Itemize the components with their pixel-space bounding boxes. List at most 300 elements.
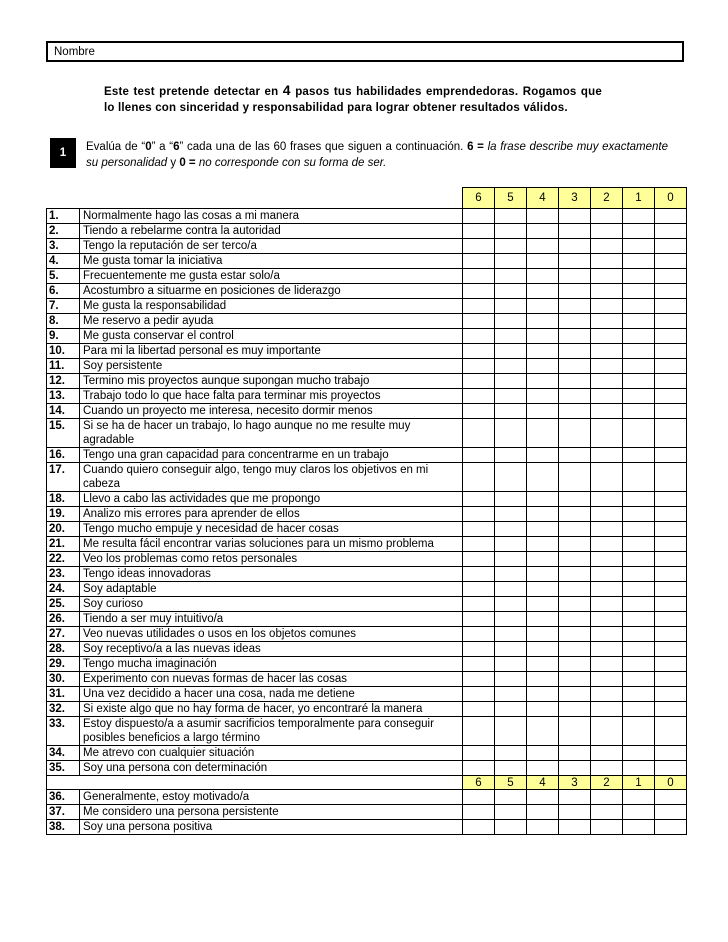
rating-cell-3[interactable]: [559, 537, 591, 552]
rating-cell-1[interactable]: [623, 687, 655, 702]
rating-cell-3[interactable]: [559, 642, 591, 657]
rating-cell-0[interactable]: [655, 805, 687, 820]
rating-cell-5[interactable]: [495, 374, 527, 389]
question-row: [47, 746, 687, 761]
rating-cell-6[interactable]: [463, 702, 495, 717]
rating-cell-6[interactable]: [463, 805, 495, 820]
rating-cell-3[interactable]: [559, 239, 591, 254]
rating-cell-2[interactable]: [591, 702, 623, 717]
rating-cell-6[interactable]: [463, 567, 495, 582]
rating-cell-1[interactable]: [623, 329, 655, 344]
rating-cell-0[interactable]: [655, 702, 687, 717]
rating-cell-4[interactable]: [527, 492, 559, 507]
rating-cell-3[interactable]: [559, 761, 591, 776]
header-spacer: [47, 776, 463, 790]
rating-cell-3[interactable]: [559, 717, 591, 746]
rating-cell-3[interactable]: [559, 746, 591, 761]
rating-cell-3[interactable]: [559, 209, 591, 224]
rating-cell-2[interactable]: [591, 522, 623, 537]
rating-cell-1[interactable]: [623, 537, 655, 552]
scale-label: 2: [591, 776, 623, 790]
rating-cell-3[interactable]: [559, 463, 591, 492]
rating-cell-5[interactable]: [495, 522, 527, 537]
rating-cell-0[interactable]: [655, 687, 687, 702]
rating-cell-0[interactable]: [655, 627, 687, 642]
rating-cell-2[interactable]: [591, 717, 623, 746]
rating-cell-1[interactable]: [623, 359, 655, 374]
scale-label: 6: [463, 776, 495, 790]
rating-cell-2[interactable]: [591, 820, 623, 835]
rating-cell-1[interactable]: [623, 507, 655, 522]
rating-cell-1[interactable]: [623, 597, 655, 612]
rating-cell-6[interactable]: [463, 761, 495, 776]
rating-cell-2[interactable]: [591, 209, 623, 224]
rating-cell-6[interactable]: [463, 492, 495, 507]
rating-cell-2[interactable]: [591, 329, 623, 344]
rating-cell-0[interactable]: [655, 344, 687, 359]
rating-cell-0[interactable]: [655, 329, 687, 344]
rating-cell-4[interactable]: [527, 820, 559, 835]
rating-cell-0[interactable]: [655, 209, 687, 224]
rating-cell-4[interactable]: [527, 790, 559, 805]
rating-cell-5[interactable]: [495, 642, 527, 657]
rating-cell-5[interactable]: [495, 746, 527, 761]
rating-cell-0[interactable]: [655, 419, 687, 448]
rating-cell-2[interactable]: [591, 507, 623, 522]
rating-cell-3[interactable]: [559, 224, 591, 239]
rating-cell-6[interactable]: [463, 299, 495, 314]
question-text: Me atrevo con cualquier situación: [80, 746, 463, 761]
rating-cell-2[interactable]: [591, 254, 623, 269]
rating-cell-6[interactable]: [463, 672, 495, 687]
rating-cell-0[interactable]: [655, 507, 687, 522]
rating-cell-5[interactable]: [495, 761, 527, 776]
rating-cell-5[interactable]: [495, 790, 527, 805]
rating-cell-2[interactable]: [591, 567, 623, 582]
rating-cell-3[interactable]: [559, 702, 591, 717]
rating-cell-6[interactable]: [463, 552, 495, 567]
rating-cell-3[interactable]: [559, 820, 591, 835]
rating-cell-4[interactable]: [527, 448, 559, 463]
rating-cell-2[interactable]: [591, 284, 623, 299]
rating-cell-4[interactable]: [527, 329, 559, 344]
rating-cell-5[interactable]: [495, 314, 527, 329]
question-row: [47, 448, 687, 463]
rating-cell-5[interactable]: [495, 627, 527, 642]
rating-cell-6[interactable]: [463, 612, 495, 627]
rating-cell-1[interactable]: [623, 717, 655, 746]
rating-cell-2[interactable]: [591, 239, 623, 254]
rating-cell-5[interactable]: [495, 419, 527, 448]
question-number: 38.: [47, 820, 80, 835]
rating-cell-1[interactable]: [623, 269, 655, 284]
rating-cell-6[interactable]: [463, 239, 495, 254]
rating-cell-2[interactable]: [591, 552, 623, 567]
rating-cell-4[interactable]: [527, 522, 559, 537]
rating-cell-3[interactable]: [559, 627, 591, 642]
rating-cell-4[interactable]: [527, 269, 559, 284]
rating-cell-6[interactable]: [463, 389, 495, 404]
rating-cell-0[interactable]: [655, 552, 687, 567]
question-number: 13.: [47, 389, 80, 404]
question-row: [47, 209, 687, 224]
rating-cell-0[interactable]: [655, 642, 687, 657]
rating-cell-3[interactable]: [559, 284, 591, 299]
rating-cell-6[interactable]: [463, 597, 495, 612]
rating-cell-0[interactable]: [655, 582, 687, 597]
rating-cell-4[interactable]: [527, 552, 559, 567]
rating-cell-3[interactable]: [559, 612, 591, 627]
rating-cell-5[interactable]: [495, 552, 527, 567]
rating-cell-3[interactable]: [559, 314, 591, 329]
rating-cell-4[interactable]: [527, 627, 559, 642]
rating-cell-6[interactable]: [463, 448, 495, 463]
rating-cell-6[interactable]: [463, 419, 495, 448]
rating-cell-1[interactable]: [623, 761, 655, 776]
rating-cell-4[interactable]: [527, 254, 559, 269]
question-number: 31.: [47, 687, 80, 702]
rating-cell-0[interactable]: [655, 463, 687, 492]
rating-cell-6[interactable]: [463, 820, 495, 835]
question-row: [47, 627, 687, 642]
rating-cell-0[interactable]: [655, 567, 687, 582]
rating-cell-1[interactable]: [623, 463, 655, 492]
rating-cell-3[interactable]: [559, 329, 591, 344]
rating-cell-2[interactable]: [591, 448, 623, 463]
rating-cell-4[interactable]: [527, 359, 559, 374]
question-row: [47, 567, 687, 582]
rating-cell-5[interactable]: [495, 820, 527, 835]
rating-cell-6[interactable]: [463, 687, 495, 702]
rating-cell-4[interactable]: [527, 507, 559, 522]
rating-cell-4[interactable]: [527, 687, 559, 702]
rating-cell-2[interactable]: [591, 687, 623, 702]
rating-cell-1[interactable]: [623, 805, 655, 820]
question-row: [47, 239, 687, 254]
question-text: Me resulta fácil encontrar varias soluciones para un mismo problema: [80, 537, 463, 552]
rating-cell-0[interactable]: [655, 717, 687, 746]
scale-header-row: [47, 776, 687, 790]
rating-cell-1[interactable]: [623, 790, 655, 805]
rating-cell-2[interactable]: [591, 761, 623, 776]
rating-cell-5[interactable]: [495, 702, 527, 717]
rating-cell-4[interactable]: [527, 374, 559, 389]
rating-cell-2[interactable]: [591, 299, 623, 314]
rating-cell-2[interactable]: [591, 314, 623, 329]
rating-cell-6[interactable]: [463, 642, 495, 657]
rating-cell-2[interactable]: [591, 463, 623, 492]
rating-cell-5[interactable]: [495, 284, 527, 299]
rating-cell-1[interactable]: [623, 612, 655, 627]
rating-cell-5[interactable]: [495, 463, 527, 492]
rating-cell-1[interactable]: [623, 209, 655, 224]
rating-cell-2[interactable]: [591, 224, 623, 239]
rating-cell-4[interactable]: [527, 642, 559, 657]
question-number: 4.: [47, 254, 80, 269]
rating-cell-1[interactable]: [623, 389, 655, 404]
rating-cell-3[interactable]: [559, 552, 591, 567]
rating-cell-6[interactable]: [463, 537, 495, 552]
rating-cell-6[interactable]: [463, 582, 495, 597]
rating-cell-6[interactable]: [463, 627, 495, 642]
rating-cell-3[interactable]: [559, 404, 591, 419]
question-row: [47, 537, 687, 552]
rating-cell-3[interactable]: [559, 805, 591, 820]
rating-cell-3[interactable]: [559, 374, 591, 389]
rating-cell-6[interactable]: [463, 359, 495, 374]
rating-cell-5[interactable]: [495, 344, 527, 359]
rating-cell-5[interactable]: [495, 404, 527, 419]
rating-cell-2[interactable]: [591, 389, 623, 404]
rating-cell-2[interactable]: [591, 746, 623, 761]
scale-label: 0: [655, 188, 687, 209]
rating-cell-1[interactable]: [623, 657, 655, 672]
rating-cell-2[interactable]: [591, 582, 623, 597]
rating-cell-3[interactable]: [559, 597, 591, 612]
rating-cell-4[interactable]: [527, 404, 559, 419]
rating-cell-6[interactable]: [463, 717, 495, 746]
rating-cell-1[interactable]: [623, 746, 655, 761]
rating-cell-0[interactable]: [655, 269, 687, 284]
rating-cell-2[interactable]: [591, 627, 623, 642]
rating-cell-1[interactable]: [623, 404, 655, 419]
rating-cell-0[interactable]: [655, 612, 687, 627]
rating-cell-2[interactable]: [591, 344, 623, 359]
rating-cell-1[interactable]: [623, 448, 655, 463]
rating-cell-4[interactable]: [527, 746, 559, 761]
rating-cell-2[interactable]: [591, 790, 623, 805]
rating-cell-3[interactable]: [559, 448, 591, 463]
rating-cell-1[interactable]: [623, 492, 655, 507]
rating-cell-5[interactable]: [495, 507, 527, 522]
rating-cell-4[interactable]: [527, 239, 559, 254]
rating-cell-5[interactable]: [495, 269, 527, 284]
rating-cell-6[interactable]: [463, 657, 495, 672]
question-row: [47, 761, 687, 776]
question-row: [47, 672, 687, 687]
rating-cell-0[interactable]: [655, 284, 687, 299]
rating-cell-0[interactable]: [655, 359, 687, 374]
rating-cell-4[interactable]: [527, 702, 559, 717]
rating-cell-0[interactable]: [655, 761, 687, 776]
rating-cell-4[interactable]: [527, 657, 559, 672]
rating-cell-6[interactable]: [463, 463, 495, 492]
rating-cell-5[interactable]: [495, 805, 527, 820]
rating-cell-5[interactable]: [495, 492, 527, 507]
rating-cell-2[interactable]: [591, 672, 623, 687]
rating-cell-6[interactable]: [463, 209, 495, 224]
rating-cell-2[interactable]: [591, 537, 623, 552]
rating-cell-5[interactable]: [495, 597, 527, 612]
rating-cell-0[interactable]: [655, 492, 687, 507]
rating-cell-3[interactable]: [559, 657, 591, 672]
rating-cell-3[interactable]: [559, 522, 591, 537]
rating-cell-5[interactable]: [495, 687, 527, 702]
rating-cell-3[interactable]: [559, 254, 591, 269]
rating-cell-5[interactable]: [495, 612, 527, 627]
rating-cell-2[interactable]: [591, 374, 623, 389]
rating-cell-4[interactable]: [527, 224, 559, 239]
rating-cell-5[interactable]: [495, 239, 527, 254]
rating-cell-5[interactable]: [495, 389, 527, 404]
rating-cell-4[interactable]: [527, 582, 559, 597]
rating-cell-4[interactable]: [527, 612, 559, 627]
rating-cell-1[interactable]: [623, 702, 655, 717]
rating-cell-2[interactable]: [591, 492, 623, 507]
rating-cell-2[interactable]: [591, 419, 623, 448]
question-row: [47, 717, 687, 746]
rating-cell-3[interactable]: [559, 582, 591, 597]
rating-cell-0[interactable]: [655, 522, 687, 537]
rating-cell-5[interactable]: [495, 537, 527, 552]
rating-cell-4[interactable]: [527, 299, 559, 314]
rating-cell-0[interactable]: [655, 820, 687, 835]
rating-cell-0[interactable]: [655, 404, 687, 419]
question-row: [47, 702, 687, 717]
rating-cell-3[interactable]: [559, 359, 591, 374]
rating-cell-4[interactable]: [527, 537, 559, 552]
rating-cell-5[interactable]: [495, 717, 527, 746]
rating-cell-5[interactable]: [495, 448, 527, 463]
rating-cell-4[interactable]: [527, 463, 559, 492]
rating-cell-5[interactable]: [495, 582, 527, 597]
rating-cell-3[interactable]: [559, 389, 591, 404]
rating-cell-2[interactable]: [591, 359, 623, 374]
rating-cell-5[interactable]: [495, 567, 527, 582]
rating-cell-1[interactable]: [623, 374, 655, 389]
rating-cell-4[interactable]: [527, 567, 559, 582]
rating-cell-5[interactable]: [495, 672, 527, 687]
rating-cell-6[interactable]: [463, 224, 495, 239]
rating-cell-0[interactable]: [655, 790, 687, 805]
rating-cell-3[interactable]: [559, 344, 591, 359]
rating-cell-3[interactable]: [559, 492, 591, 507]
rating-cell-0[interactable]: [655, 224, 687, 239]
rating-cell-1[interactable]: [623, 642, 655, 657]
rating-cell-0[interactable]: [655, 597, 687, 612]
rating-cell-3[interactable]: [559, 790, 591, 805]
rating-cell-5[interactable]: [495, 329, 527, 344]
rating-cell-1[interactable]: [623, 672, 655, 687]
rating-cell-6[interactable]: [463, 404, 495, 419]
rating-cell-2[interactable]: [591, 642, 623, 657]
rating-cell-4[interactable]: [527, 597, 559, 612]
rating-cell-2[interactable]: [591, 805, 623, 820]
rating-cell-6[interactable]: [463, 746, 495, 761]
question-text: Si existe algo que no hay forma de hacer, yo encontraré la manera: [80, 702, 463, 717]
rating-cell-5[interactable]: [495, 209, 527, 224]
rating-cell-6[interactable]: [463, 790, 495, 805]
rating-cell-0[interactable]: [655, 299, 687, 314]
rating-cell-5[interactable]: [495, 359, 527, 374]
rating-cell-0[interactable]: [655, 746, 687, 761]
rating-cell-1[interactable]: [623, 567, 655, 582]
rating-cell-4[interactable]: [527, 209, 559, 224]
rating-cell-6[interactable]: [463, 507, 495, 522]
rating-cell-2[interactable]: [591, 269, 623, 284]
rating-cell-2[interactable]: [591, 404, 623, 419]
rating-cell-1[interactable]: [623, 344, 655, 359]
question-row: [47, 522, 687, 537]
rating-cell-3[interactable]: [559, 672, 591, 687]
rating-cell-0[interactable]: [655, 448, 687, 463]
rating-cell-6[interactable]: [463, 284, 495, 299]
rating-cell-6[interactable]: [463, 254, 495, 269]
rating-cell-3[interactable]: [559, 687, 591, 702]
rating-cell-6[interactable]: [463, 344, 495, 359]
rating-cell-1[interactable]: [623, 314, 655, 329]
rating-cell-4[interactable]: [527, 389, 559, 404]
rating-cell-5[interactable]: [495, 254, 527, 269]
rating-cell-1[interactable]: [623, 419, 655, 448]
rating-cell-6[interactable]: [463, 329, 495, 344]
rating-cell-4[interactable]: [527, 805, 559, 820]
rating-cell-4[interactable]: [527, 761, 559, 776]
rating-cell-2[interactable]: [591, 597, 623, 612]
rating-cell-1[interactable]: [623, 582, 655, 597]
rating-cell-4[interactable]: [527, 344, 559, 359]
rating-cell-1[interactable]: [623, 284, 655, 299]
rating-cell-6[interactable]: [463, 269, 495, 284]
rating-cell-1[interactable]: [623, 239, 655, 254]
rating-cell-3[interactable]: [559, 567, 591, 582]
rating-cell-0[interactable]: [655, 657, 687, 672]
question-number: 33.: [47, 717, 80, 746]
rating-cell-1[interactable]: [623, 224, 655, 239]
nombre-field[interactable]: [46, 41, 684, 62]
rating-cell-1[interactable]: [623, 552, 655, 567]
rating-cell-3[interactable]: [559, 419, 591, 448]
rating-cell-0[interactable]: [655, 374, 687, 389]
rating-cell-1[interactable]: [623, 254, 655, 269]
rating-cell-0[interactable]: [655, 389, 687, 404]
rating-cell-2[interactable]: [591, 657, 623, 672]
rating-cell-4[interactable]: [527, 314, 559, 329]
rating-cell-0[interactable]: [655, 314, 687, 329]
rating-cell-1[interactable]: [623, 522, 655, 537]
rating-cell-2[interactable]: [591, 612, 623, 627]
rating-cell-1[interactable]: [623, 820, 655, 835]
question-text: Soy una persona con determinación: [80, 761, 463, 776]
rating-cell-6[interactable]: [463, 314, 495, 329]
question-text: Tengo una gran capacidad para concentrarme en un trabajo: [80, 448, 463, 463]
rating-cell-5[interactable]: [495, 299, 527, 314]
rating-cell-3[interactable]: [559, 299, 591, 314]
rating-cell-5[interactable]: [495, 657, 527, 672]
rating-cell-4[interactable]: [527, 284, 559, 299]
scale-label: 5: [495, 776, 527, 790]
rating-cell-4[interactable]: [527, 672, 559, 687]
rating-cell-4[interactable]: [527, 717, 559, 746]
rating-cell-0[interactable]: [655, 672, 687, 687]
question-row: [47, 344, 687, 359]
question-text: Me gusta conservar el control: [80, 329, 463, 344]
rating-cell-1[interactable]: [623, 299, 655, 314]
rating-cell-3[interactable]: [559, 507, 591, 522]
rating-cell-6[interactable]: [463, 522, 495, 537]
rating-cell-4[interactable]: [527, 419, 559, 448]
question-text: Analizo mis errores para aprender de ellos: [80, 507, 463, 522]
rating-cell-0[interactable]: [655, 239, 687, 254]
rating-cell-5[interactable]: [495, 224, 527, 239]
question-row: [47, 224, 687, 239]
rating-cell-0[interactable]: [655, 537, 687, 552]
scale-label: 3: [559, 188, 591, 209]
rating-cell-1[interactable]: [623, 627, 655, 642]
rating-cell-3[interactable]: [559, 269, 591, 284]
rating-cell-6[interactable]: [463, 374, 495, 389]
rating-cell-0[interactable]: [655, 254, 687, 269]
